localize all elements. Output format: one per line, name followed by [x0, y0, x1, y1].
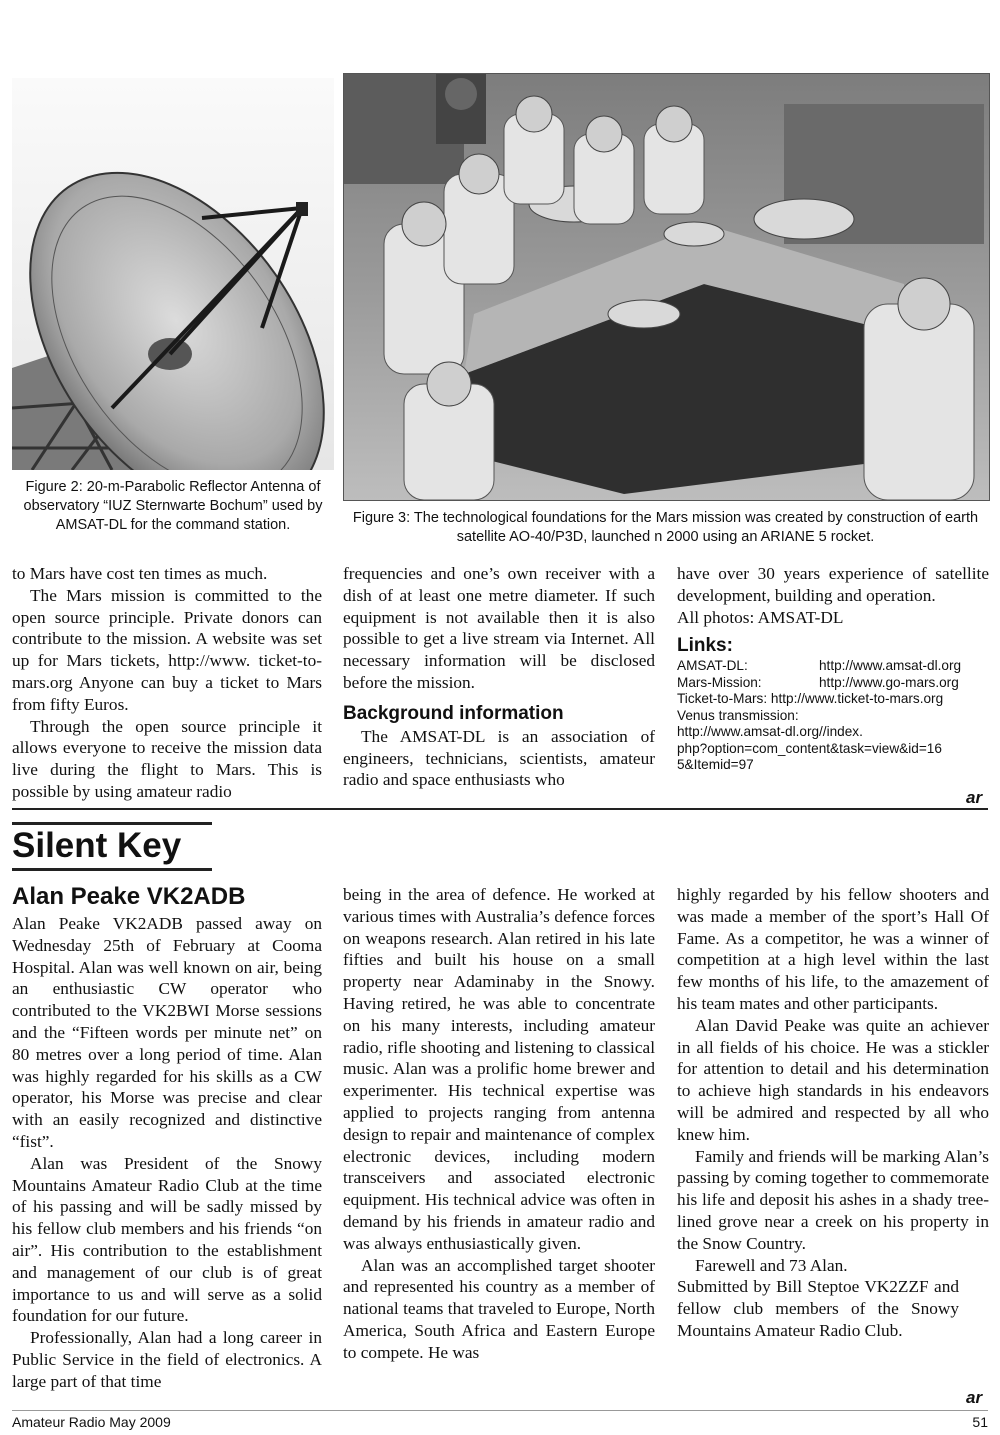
paragraph: have over 30 years experience of satellite development, building and operation.: [677, 564, 989, 605]
paragraph: Family and friends will be marking Alan’s passing by coming together to commemorate his life and deposit his ashes in a shady tree-lined grove near a creek on his property in the Snow Country.: [677, 1146, 989, 1253]
photo-credit: All photos: AMSAT-DL: [677, 607, 844, 627]
link-line: Venus transmission:: [677, 707, 799, 723]
paragraph: being in the area of defence. He worked at various times with Australia’s defence forces on weapons research. Alan retired in his late fifties and built his house on a small property near Adaminaby in the Snowy. Having retired, he was able to concentrate on his many interests, including amateur radio, rifle shooting and listening to classical music. Alan was a prolific home brewer and experimenter. His technical expertise was applied to projects ranging from antenna design to repair and maintenance of complex electronic devices, including modern transceivers and associated electronic equipment. His technical advice was often in demand by his friends in amateur radio and was always enthusiastically given.: [343, 885, 655, 1253]
paragraph: Alan Peake VK2ADB passed away on Wednesday 25th of February at Cooma Hospital. Alan was well known on air, being an enthusiastic CW operator who contributed to the VK2BWI Morse sessions and the “Fifteen words per minute net” on 80 metres over a long period of time. Alan was highly regarded for his skills as a CW operator, his Morse was precise and clear with an easily recognized and distinctive “fist”.: [12, 914, 322, 1151]
silent-key-column-3: [677, 884, 989, 1342]
end-mark: ar: [966, 788, 983, 807]
silent-key-column-1: [12, 882, 322, 1393]
link-line[interactable]: Ticket-to-Mars: http://www.ticket-to-mars.org: [677, 691, 944, 707]
link-row: [677, 675, 989, 692]
paragraph: frequencies and one’s own receiver with a dish of at least one metre diameter. If such equipment is not available then it is also possible to get a live stream via Internet. All necessary information will be disclosed before the mission.: [343, 564, 655, 692]
footer-publication: Amateur Radio May 2009: [12, 1414, 171, 1430]
footer-rule: [12, 1410, 988, 1411]
link-line[interactable]: http://www.amsat-dl.org//index.: [677, 724, 863, 740]
end-mark: ar: [966, 1388, 983, 1407]
paragraph: to Mars have cost ten times as much.: [12, 564, 268, 583]
paragraph: Through the open source principle it allows everyone to receive the mission data live during the flight to Mars. This is possible by using amateur radio: [12, 716, 322, 801]
paragraph: Alan was President of the Snowy Mountains Amateur Radio Club at the time of his passing and will be sadly missed by his fellow club members and his friends “on air”. His contribution to the establishment and management of our club is of great importance to us and will serve as a solid foundation for our future.: [12, 1153, 322, 1326]
top-column-1: [12, 563, 322, 803]
top-column-2: [343, 563, 655, 791]
link-url[interactable]: http://www.go-mars.org: [819, 674, 959, 690]
link-label: AMSAT-DL:: [677, 658, 748, 674]
link-row: [677, 658, 989, 675]
paragraph: highly regarded by his fellow shooters and was made a member of the sport’s Hall Of Fame. As a competitor, he was a winner of competition at a high level within the last few months of his life, to the amazement of his team mates and other participants.: [677, 885, 989, 1013]
section-divider: [12, 808, 988, 810]
paragraph: Farewell and 73 Alan.: [695, 1255, 848, 1275]
figure-2-photo: [12, 78, 334, 470]
link-line[interactable]: 5&Itemid=97: [677, 757, 754, 773]
figure-3-caption: Figure 3: The technological foundations for the Mars mission was created by construction of earth satellite AO-40/P3D, launched n 2000 using an ARIANE 5 rocket.: [352, 510, 979, 545]
figure-2-caption: Figure 2: 20-m-Parabolic Reflector Antenna of observatory “IUZ Sternwarte Bochum” used by AMSAT-DL for the command station.: [23, 479, 323, 533]
link-line[interactable]: php?option=com_content&task=view&id=16: [677, 740, 942, 756]
section-title: Silent Key: [12, 826, 182, 865]
obituary-title: Alan Peake VK2ADB: [12, 883, 246, 910]
paragraph: Alan David Peake was quite an achiever in all fields of his choice. He was a stickler for attention to detail and his determination to achieve high standards in his endeavors will be admired and respected by all who knew him.: [677, 1015, 989, 1144]
paragraph: The AMSAT-DL is an association of engineers, technicians, scientists, amateur radio and space enthusiasts who: [343, 726, 655, 790]
background-heading: Background information: [343, 702, 564, 724]
title-rule-bottom: [12, 868, 212, 871]
figure-3-photo: [343, 73, 990, 501]
link-label: Mars-Mission:: [677, 674, 762, 690]
paragraph: The Mars mission is committed to the open source principle. Private donors can contribute to the mission. A website was set up for Mars tickets, http://www. ticket-to-mars.org Anyone can buy a ticket to Mars from fifty Euros.: [12, 585, 322, 714]
paragraph: Professionally, Alan had a long career in Public Service in the field of electronics. A large part of that time: [12, 1328, 322, 1391]
satellite-construction-image: [344, 74, 989, 500]
silent-key-column-2: [343, 884, 655, 1364]
parabolic-dish-image: [12, 78, 334, 470]
title-rule-top: [12, 822, 212, 825]
page-number: 51: [972, 1414, 988, 1430]
links-heading: Links:: [677, 635, 733, 657]
top-column-3: [677, 563, 989, 774]
submission-credit: Submitted by Bill Steptoe VK2ZZF and fellow club members of the Snowy Mountains Amateur Radio Club.: [677, 1277, 959, 1340]
link-url[interactable]: http://www.amsat-dl.org: [819, 658, 962, 674]
paragraph: Alan was an accomplished target shooter and represented his country as a member of national teams that traveled to Europe, North America, South Africa and Eastern Europe to compete. He was: [343, 1255, 655, 1362]
